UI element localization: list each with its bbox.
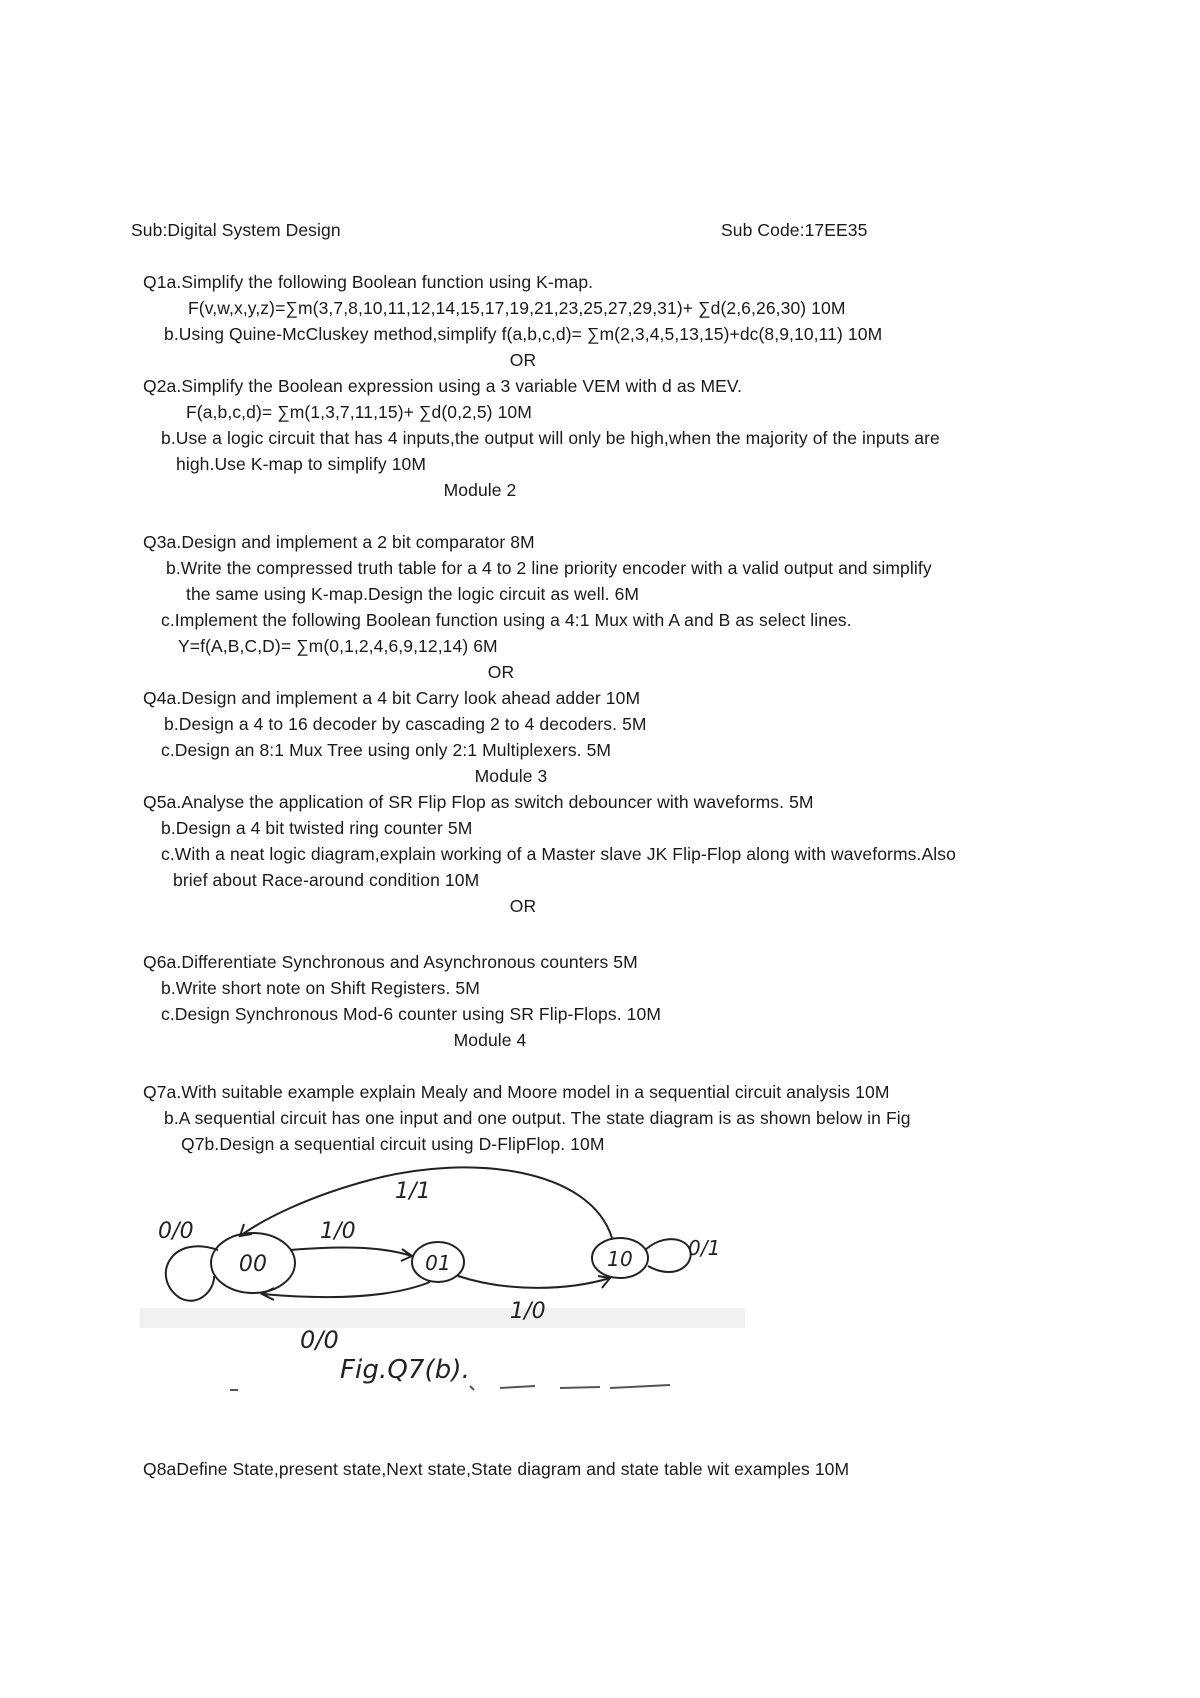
q7b-text-line1: b.A sequential circuit has one input and one output. The state diagram is as shown below in Fig — [164, 1108, 911, 1128]
state-label-00: 00 — [238, 1252, 268, 1277]
module-2-heading: Module 2 — [443, 480, 517, 500]
figure-caption: Fig.Q7(b). — [340, 1355, 471, 1385]
q2b-text-line2: high.Use K-map to simplify 10M — [176, 454, 427, 474]
q2a-expression: F(a,b,c,d)= ∑m(1,3,7,11,15)+ ∑d(0,2,5) 10M — [186, 402, 532, 422]
q1b-text: b.Using Quine-McCluskey method,simplify f(a,b,c,d)= ∑m(2,3,4,5,13,15)+dc(8,9,10,11) 10M — [164, 324, 883, 344]
state-node-01 — [412, 1242, 464, 1282]
q5a-text: Q5a.Analyse the application of SR Flip Flop as switch debouncer with waveforms. 5M — [143, 792, 814, 812]
subject-code: Sub Code:17EE35 — [721, 220, 868, 240]
q1a-text: Q1a.Simplify the following Boolean function using K-map. — [143, 272, 594, 292]
q5b-text: b.Design a 4 bit twisted ring counter 5M — [161, 818, 473, 838]
or-divider-1: OR — [509, 350, 537, 370]
state-diagram-figure — [140, 1158, 745, 1393]
edge-label-self-10: 0/1 — [688, 1236, 721, 1260]
module-3-heading: Module 3 — [474, 766, 548, 786]
q5c-text-line2: brief about Race-around condition 10M — [173, 870, 480, 890]
edge-00-to-01 — [290, 1248, 412, 1256]
edge-label-01-to-10: 1/0 — [510, 1299, 546, 1324]
or-divider-2: OR — [487, 662, 515, 682]
or-divider-3: OR — [509, 896, 537, 916]
q7a-text: Q7a.With suitable example explain Mealy and Moore model in a sequential circuit analysis 10M — [143, 1082, 890, 1102]
q1a-expression: F(v,w,x,y,z)=∑m(3,7,8,10,11,12,14,15,17,19,21,23,25,27,29,31)+ ∑d(2,6,26,30) 10M — [188, 298, 846, 318]
state-label-10: 10 — [607, 1247, 633, 1271]
q6a-text: Q6a.Differentiate Synchronous and Asynchronous counters 5M — [143, 952, 638, 972]
edge-01-to-00 — [262, 1282, 430, 1297]
q2a-text: Q2a.Simplify the Boolean expression using a 3 variable VEM with d as MEV. — [143, 376, 743, 396]
state-node-10 — [592, 1238, 648, 1278]
q7b-text-line2: Q7b.Design a sequential circuit using D-FlipFlop. 10M — [181, 1134, 605, 1154]
q3a-text: Q3a.Design and implement a 2 bit comparator 8M — [143, 532, 535, 552]
edge-01-to-10 — [458, 1276, 610, 1288]
q3b-text-line1: b.Write the compressed truth table for a 4 to 2 line priority encoder with a valid output and simplify — [166, 558, 932, 578]
q4b-text: b.Design a 4 to 16 decoder by cascading 2 to 4 decoders. 5M — [164, 714, 647, 734]
edge-label-10-to-00: 1/1 — [395, 1179, 431, 1204]
state-label-01: 01 — [425, 1251, 451, 1275]
edge-self-10 — [645, 1239, 691, 1272]
edge-label-self-00: 0/0 — [158, 1219, 194, 1244]
module-4-heading: Module 4 — [453, 1030, 527, 1050]
edge-label-00-to-01: 1/0 — [320, 1219, 356, 1244]
q3c-text: c.Implement the following Boolean function using a 4:1 Mux with A and B as select lines. — [161, 610, 852, 630]
q6b-text: b.Write short note on Shift Registers. 5M — [161, 978, 480, 998]
subject-title: Sub:Digital System Design — [131, 220, 341, 240]
q4a-text: Q4a.Design and implement a 4 bit Carry look ahead adder 10M — [143, 688, 641, 708]
q3b-text-line2: the same using K-map.Design the logic circuit as well. 6M — [186, 584, 640, 604]
q3c-expression: Y=f(A,B,C,D)= ∑m(0,1,2,4,6,9,12,14) 6M — [178, 636, 498, 656]
q4c-text: c.Design an 8:1 Mux Tree using only 2:1 Multiplexers. 5M — [161, 740, 612, 760]
edge-self-00 — [166, 1246, 218, 1300]
edge-label-01-to-00: 0/0 — [300, 1326, 339, 1354]
q2b-text-line1: b.Use a logic circuit that has 4 inputs,the output will only be high,when the majority of the inputs are — [161, 428, 940, 448]
q6c-text: c.Design Synchronous Mod-6 counter using SR Flip-Flops. 10M — [161, 1004, 662, 1024]
q5c-text-line1: c.With a neat logic diagram,explain working of a Master slave JK Flip-Flop along with waveforms.Also — [161, 844, 956, 864]
q8a-text: Q8aDefine State,present state,Next state,State diagram and state table wit examples 10M — [143, 1459, 850, 1479]
state-node-00 — [211, 1233, 295, 1293]
